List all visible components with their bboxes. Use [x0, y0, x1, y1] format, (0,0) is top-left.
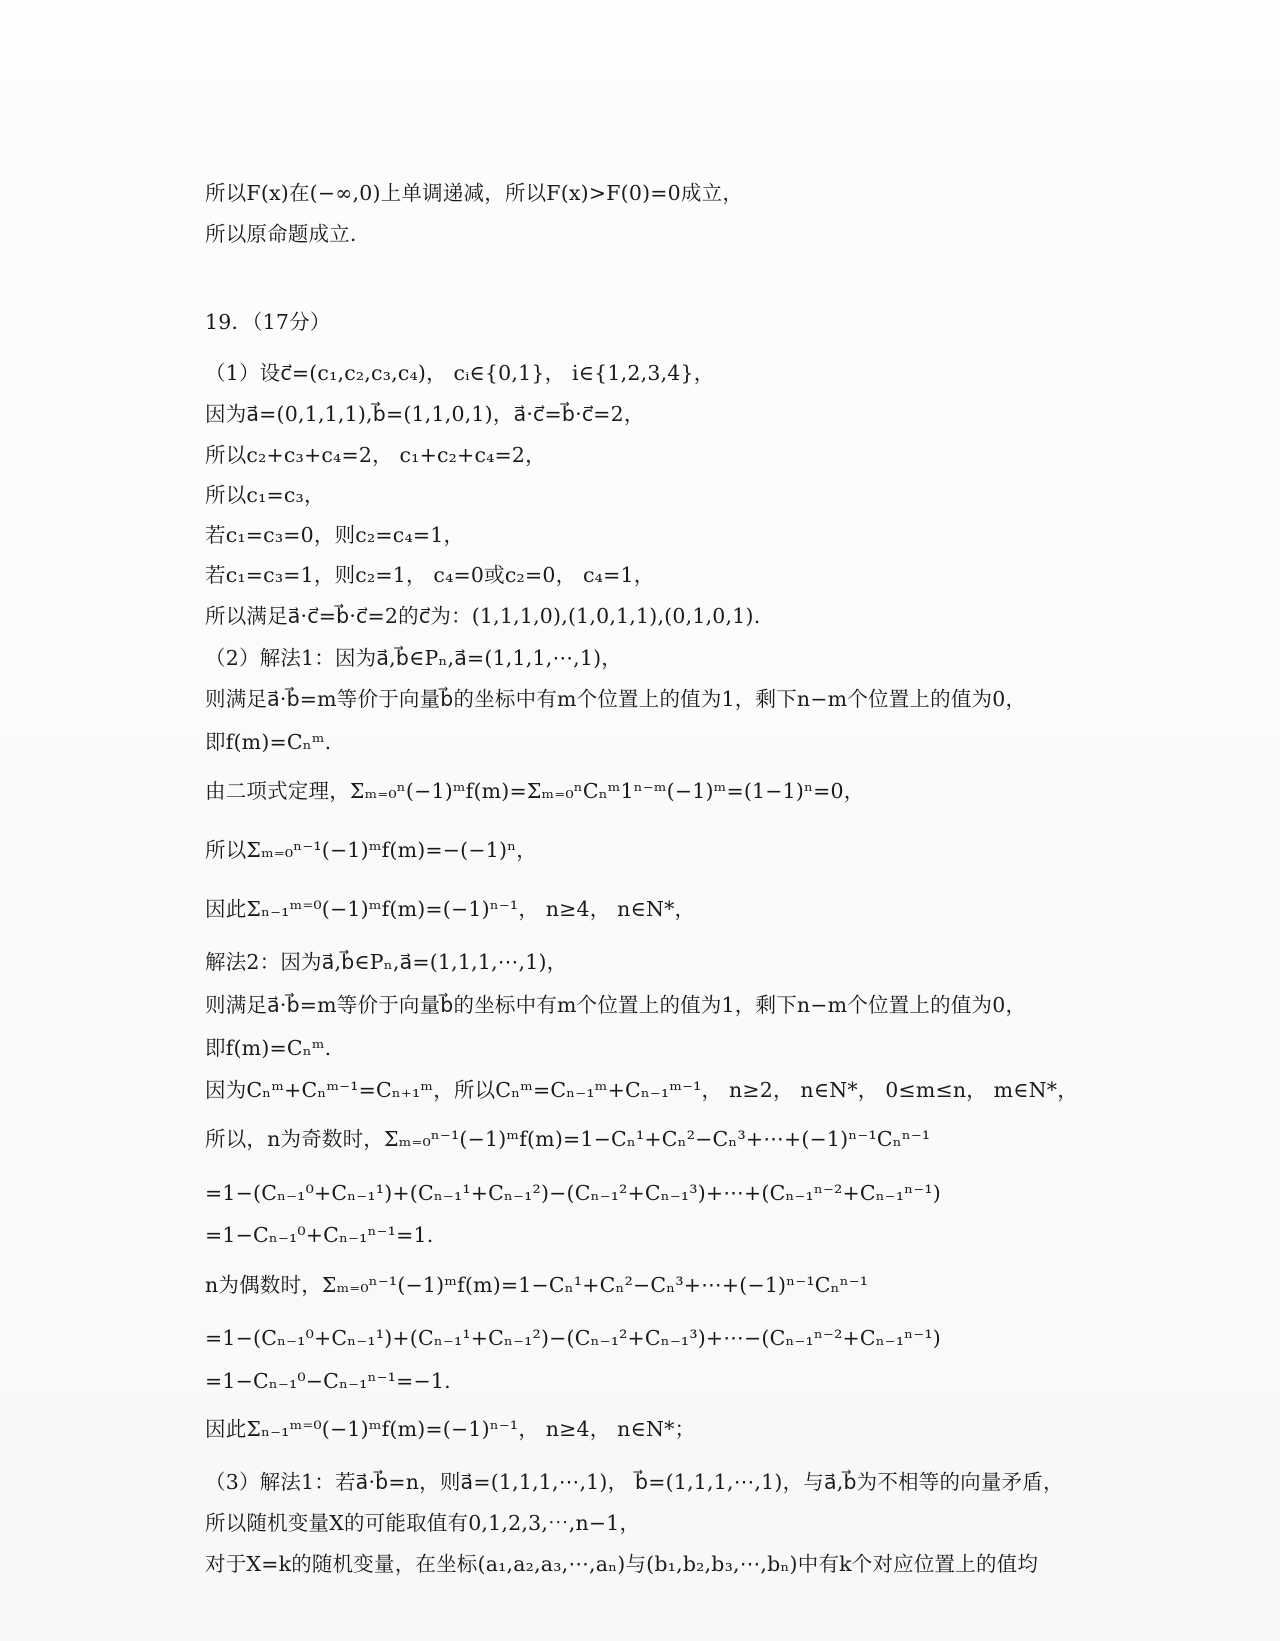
text-line: 所以Σₘ₌₀ⁿ⁻¹(−1)ᵐf(m)=−(−1)ⁿ，	[205, 838, 537, 862]
text-line: （3）解法1：若a⃗·b⃗=n，则a⃗=(1,1,1,⋯,1)， b⃗=(1,1,1,⋯,1)，与a⃗,b⃗为不相等的向量矛盾，	[205, 1470, 1064, 1494]
text-line: 则满足a⃗·b⃗=m等价于向量b⃗的坐标中有m个位置上的值为1，剩下n−m个位置上的值为0，	[205, 993, 1027, 1017]
text-line: 若c₁=c₃=0，则c₂=c₄=1，	[205, 523, 465, 547]
text-line: 所以F(x)在(−∞,0)上单调递减，所以F(x)>F(0)=0成立，	[205, 181, 744, 205]
text-line: 解法2：因为a⃗,b⃗∈Pₙ,a⃗=(1,1,1,⋯,1)，	[205, 950, 568, 974]
text-line: 所以c₂+c₃+c₄=2， c₁+c₂+c₄=2，	[205, 443, 546, 467]
text-line: 所以，n为奇数时，Σₘ₌₀ⁿ⁻¹(−1)ᵐf(m)=1−Cₙ¹+Cₙ²−Cₙ³+⋯+(−1)ⁿ⁻¹Cₙⁿ⁻¹	[205, 1127, 931, 1151]
text-line: =1−(Cₙ₋₁⁰+Cₙ₋₁¹)+(Cₙ₋₁¹+Cₙ₋₁²)−(Cₙ₋₁²+Cₙ₋₁³)+⋯+(Cₙ₋₁ⁿ⁻²+Cₙ₋₁ⁿ⁻¹)	[205, 1181, 941, 1205]
text-line: 所以c₁=c₃，	[205, 483, 325, 507]
text-line: （1）设c⃗=(c₁,c₂,c₃,c₄)， cᵢ∈{0,1}， i∈{1,2,3,4}，	[205, 361, 715, 385]
text-line: 所以原命题成立.	[205, 222, 357, 246]
text-line: 若c₁=c₃=1，则c₂=1， c₄=0或c₂=0， c₄=1，	[205, 563, 655, 587]
text-line: =1−(Cₙ₋₁⁰+Cₙ₋₁¹)+(Cₙ₋₁¹+Cₙ₋₁²)−(Cₙ₋₁²+Cₙ₋₁³)+⋯−(Cₙ₋₁ⁿ⁻²+Cₙ₋₁ⁿ⁻¹)	[205, 1326, 941, 1350]
text-line: 所以满足a⃗·c⃗=b⃗·c⃗=2的c⃗为：(1,1,1,0),(1,0,1,1),(0,1,0,1).	[205, 604, 761, 628]
text-line: 因为a⃗=(0,1,1,1),b⃗=(1,1,0,1)，a⃗·c⃗=b⃗·c⃗=2，	[205, 402, 645, 426]
text-line: 因此Σₙ₋₁ᵐ⁼⁰(−1)ᵐf(m)=(−1)ⁿ⁻¹， n≥4， n∈N*；	[205, 1417, 696, 1441]
text-line: n为偶数时，Σₘ₌₀ⁿ⁻¹(−1)ᵐf(m)=1−Cₙ¹+Cₙ²−Cₙ³+⋯+(−1)ⁿ⁻¹Cₙⁿ⁻¹	[205, 1273, 869, 1297]
text-line: =1−Cₙ₋₁⁰−Cₙ₋₁ⁿ⁻¹=−1.	[205, 1369, 451, 1393]
text-line: 19．（17分）	[205, 310, 331, 334]
text-line: 对于X=k的随机变量，在坐标(a₁,a₂,a₃,⋯,aₙ)与(b₁,b₂,b₃,⋯,bₙ)中有k个对应位置上的值均	[205, 1552, 1039, 1576]
text-line: 则满足a⃗·b⃗=m等价于向量b⃗的坐标中有m个位置上的值为1，剩下n−m个位置上的值为0，	[205, 687, 1027, 711]
text-line: 即f(m)=Cₙᵐ.	[205, 730, 332, 754]
text-line: 所以随机变量X的可能取值有0,1,2,3,⋯,n−1，	[205, 1511, 641, 1535]
text-line: 即f(m)=Cₙᵐ.	[205, 1036, 332, 1060]
text-line: （2）解法1：因为a⃗,b⃗∈Pₙ,a⃗=(1,1,1,⋯,1)，	[205, 646, 623, 670]
text-line: 因为Cₙᵐ+Cₙᵐ⁻¹=Cₙ₊₁ᵐ，所以Cₙᵐ=Cₙ₋₁ᵐ+Cₙ₋₁ᵐ⁻¹， n≥2， n∈N*， 0≤m≤n， m∈N*，	[205, 1078, 1078, 1102]
text-line: =1−Cₙ₋₁⁰+Cₙ₋₁ⁿ⁻¹=1.	[205, 1223, 434, 1247]
text-line: 因此Σₙ₋₁ᵐ⁼⁰(−1)ᵐf(m)=(−1)ⁿ⁻¹， n≥4， n∈N*，	[205, 897, 696, 921]
text-line: 由二项式定理，Σₘ₌₀ⁿ(−1)ᵐf(m)=Σₘ₌₀ⁿCₙᵐ1ⁿ⁻ᵐ(−1)ᵐ=(1−1)ⁿ=0，	[205, 779, 865, 803]
